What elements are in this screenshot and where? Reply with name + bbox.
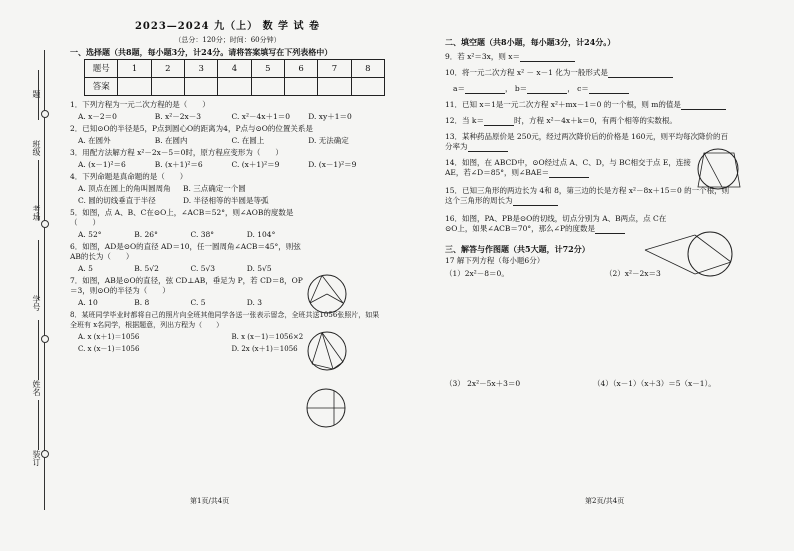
question-3-options (78, 160, 385, 170)
answer-blank[interactable] (595, 233, 625, 234)
table-cell: 1 (118, 60, 151, 78)
figure-q14 (690, 145, 744, 197)
fill-blank[interactable] (38, 70, 39, 120)
option: A. 顶点在圆上的角叫圆周角 (78, 184, 171, 193)
answer-cell[interactable] (218, 78, 251, 96)
question-17-1: （1）2x²－8＝0。 (445, 269, 509, 278)
answer-blank[interactable] (465, 93, 505, 94)
question-10-text: 10．将一元二次方程 x² － x－1 化为一般形式是 (445, 68, 608, 77)
question-4: 4．下列命题是真命题的是（ ） (70, 172, 188, 181)
exam-meta: （总分：120分；时间：60分钟） (174, 36, 281, 44)
question-7-options (78, 298, 303, 308)
option: B. x (x－1)＝1056×2 (231, 333, 304, 341)
question-13-text: 13．某种药品原价是 250元，经过两次降价后的价格是 160元，则平均每次降价的百分率为 (445, 132, 728, 151)
option: D. xy＋1＝0 (308, 112, 352, 121)
option: D. (x－1)²＝9 (308, 160, 357, 169)
fill-blank[interactable] (38, 320, 39, 380)
question-1-options (78, 112, 385, 122)
option: D. 104° (246, 230, 276, 239)
option: D. 2x (x＋1)＝1056 (231, 345, 298, 353)
exam-title: 2023—2024 九（上） 数 学 试 卷 (134, 21, 321, 32)
option: C. x (x－1)＝1056 (78, 345, 140, 353)
page-2-footer: 第2页/共4页 (585, 497, 625, 505)
question-5-options (78, 230, 303, 240)
option: C. x²－4x＋1＝0 (231, 112, 291, 121)
binding-label: 题 (32, 90, 41, 98)
question-11-text: 11．已知 x＝1是一元二次方程 x²＋mx－1＝0 的一个根，则 m的值是 (445, 100, 681, 109)
option: A. 10 (78, 298, 98, 307)
option: C. 5√3 (190, 264, 216, 273)
option: C. 38° (190, 230, 215, 239)
binding-label: 装订 (32, 450, 41, 466)
question-9-text: 9．若 x²＝3x，则 x＝ (445, 52, 521, 61)
option: A. 5 (78, 264, 93, 273)
table-cell: 题号 (85, 60, 118, 78)
question-6-options (78, 264, 303, 274)
option: D. 3 (246, 298, 263, 307)
answer-blank[interactable] (589, 93, 629, 94)
option: A. x－2＝0 (78, 112, 117, 121)
fill-blank[interactable] (38, 160, 39, 220)
figure-q7 (300, 386, 352, 430)
question-4-options (78, 184, 288, 194)
answer-row (85, 78, 385, 96)
table-cell: 5 (251, 60, 284, 78)
answer-cell[interactable] (151, 78, 184, 96)
question-15-text: 15．已知三角形的两边长为 4和 8，第三边的长是方程 x²－8x＋15＝0 的一个根，则这个三角形的周长为 (445, 186, 730, 205)
table-cell: 6 (284, 60, 317, 78)
answer-cell[interactable] (251, 78, 284, 96)
question-14 (445, 158, 700, 178)
option: C. (x＋1)²＝9 (231, 160, 280, 169)
fill-blank[interactable] (38, 240, 39, 300)
question-3: 3．用配方法解方程 x²－2x－5＝0时，原方程应变形为（ ） (70, 148, 283, 157)
option: A. x (x＋1)＝1056 (78, 333, 140, 341)
section-1-heading: 一、选择题（共8题，每小题3分，计24分。请将答案填写在下列表格中） (70, 47, 333, 57)
option: A. 52° (78, 230, 102, 239)
question-17-3: （3） 2x²－5x＋3＝0 (445, 379, 521, 388)
answer-blank[interactable] (681, 109, 726, 110)
answer-cell[interactable] (318, 78, 351, 96)
question-12-text: 12．当 k＝ (445, 116, 484, 125)
answer-blank[interactable] (527, 93, 567, 94)
answer-blank[interactable] (484, 125, 514, 126)
table-cell: 答案 (85, 78, 118, 96)
option: A. 在圆外 (78, 136, 111, 145)
coeff-a-label: a＝ (453, 84, 465, 93)
section-3-heading: 三、解答与作图题（共5大题，计72分） (445, 244, 590, 254)
question-1: 1．下列方程为一元二次方程的是（ ） (70, 100, 210, 109)
binding-line (44, 50, 45, 510)
question-7: 7．如图，AB是⊙O的直径，弦 CD⊥AB，垂足为 P，若 CD＝8，OP＝3，则⊙O的半径为（ ） (70, 276, 303, 295)
question-10-coeffs: a＝ ， b＝ ， c＝ (445, 84, 775, 94)
option: B. 26° (134, 230, 158, 239)
answer-cell[interactable] (351, 78, 384, 96)
answer-table (84, 59, 385, 96)
table-cell: 3 (185, 60, 218, 78)
answer-blank[interactable] (549, 177, 589, 178)
table-cell: 7 (318, 60, 351, 78)
table-cell: 2 (151, 60, 184, 78)
question-5: 5．如图，点 A、B、C在⊙O上，∠ACB＝52°，则∠AOB的度数是（ ） (70, 208, 294, 227)
question-16-text: 16．如图，PA、PB是⊙O的切线，切点分别为 A、B两点，点 C在⊙O上，如果∠ACB＝70°，那么∠P的度数是 (445, 214, 667, 233)
question-9 (445, 52, 775, 62)
question-17: 17 解下列方程（每小题6分） (445, 256, 545, 265)
option: B. 8 (134, 298, 150, 307)
coeff-c-label: c＝ (577, 84, 589, 93)
question-17-4: （4）（x－1）（x＋3）＝5（x－1）。 (593, 379, 716, 388)
binding-hole (41, 450, 49, 458)
option: D. 半径相等的半圆是等弧 (183, 196, 269, 205)
section-2-heading: 二、填空题（共8小题，每小题3分，计24分。） (445, 37, 616, 47)
answer-cell[interactable] (118, 78, 151, 96)
figure-q6 (305, 326, 351, 376)
option: B. 5√2 (134, 264, 159, 273)
option: B. 在圆内 (154, 136, 188, 145)
coeff-b-label: b＝ (514, 84, 528, 93)
answer-blank[interactable] (513, 205, 558, 206)
answer-cell[interactable] (185, 78, 218, 96)
question-2: 2．已知⊙O的半径是5，P点到圆心O的距离为4，P点与⊙O的位置关系是 (70, 124, 313, 133)
question-17-row2 (445, 379, 775, 389)
figure-q5 (305, 272, 351, 316)
question-12-text-b: 时，方程 x²－4x＋k＝0，有两个相等的实数根。 (513, 116, 677, 125)
answer-blank[interactable] (608, 77, 673, 78)
option: B. x²－2x－3 (154, 112, 202, 121)
binding-label: 学号 (32, 295, 41, 311)
table-cell: 4 (218, 60, 251, 78)
answer-blank[interactable] (468, 151, 508, 152)
question-12 (445, 116, 775, 126)
binding-label: 考场 (32, 205, 41, 221)
page-2 (445, 36, 775, 389)
figure-q16 (640, 228, 740, 280)
binding-strip (8, 50, 52, 510)
binding-hole (41, 220, 49, 228)
option: B. (x＋1)²＝6 (154, 160, 203, 169)
question-4-options (78, 196, 288, 206)
question-11 (445, 100, 775, 110)
fill-blank[interactable] (38, 400, 39, 450)
question-2-options (78, 136, 385, 146)
question-6: 6．如图，AD是⊙O的直径 AD＝10，任一圆周角∠ACB＝45°，则弦 AB的长为（ ） (70, 242, 301, 261)
option: B. 三点确定一个圆 (183, 184, 246, 193)
question-10 (445, 68, 775, 78)
answer-blank[interactable] (520, 61, 575, 62)
option: C. 在圆上 (231, 136, 265, 145)
option: D. 5√5 (246, 264, 272, 273)
binding-label: 班级 (32, 140, 41, 156)
binding-label: 姓名 (32, 380, 41, 396)
option: C. 圆的切线垂直于半径 (78, 196, 156, 205)
answer-cell[interactable] (284, 78, 317, 96)
page-1-footer: 第1页/共4页 (190, 497, 230, 505)
table-cell: 8 (351, 60, 384, 78)
option: C. 5 (190, 298, 206, 307)
binding-hole (41, 110, 49, 118)
option: A. (x－1)²＝6 (78, 160, 126, 169)
answer-table-header (85, 60, 385, 78)
question-8: 8．某班同学毕业时都将自己的照片向全班其他同学各送一张表示留念，全班共送1056张照片，如果全班有 x名同学，根据题意，列出方程为（ ） (70, 311, 380, 329)
option: D. 无法确定 (308, 136, 349, 145)
question-17-2: （2）x²－2x＝3 (605, 269, 661, 278)
question-14-text: 14．如图，在 ABCD中，⊙O经过点 A、C、D，与 BC相交于点 E，连接 AE，若∠D＝85°，则∠BAE＝ (445, 158, 691, 177)
binding-hole (41, 335, 49, 343)
